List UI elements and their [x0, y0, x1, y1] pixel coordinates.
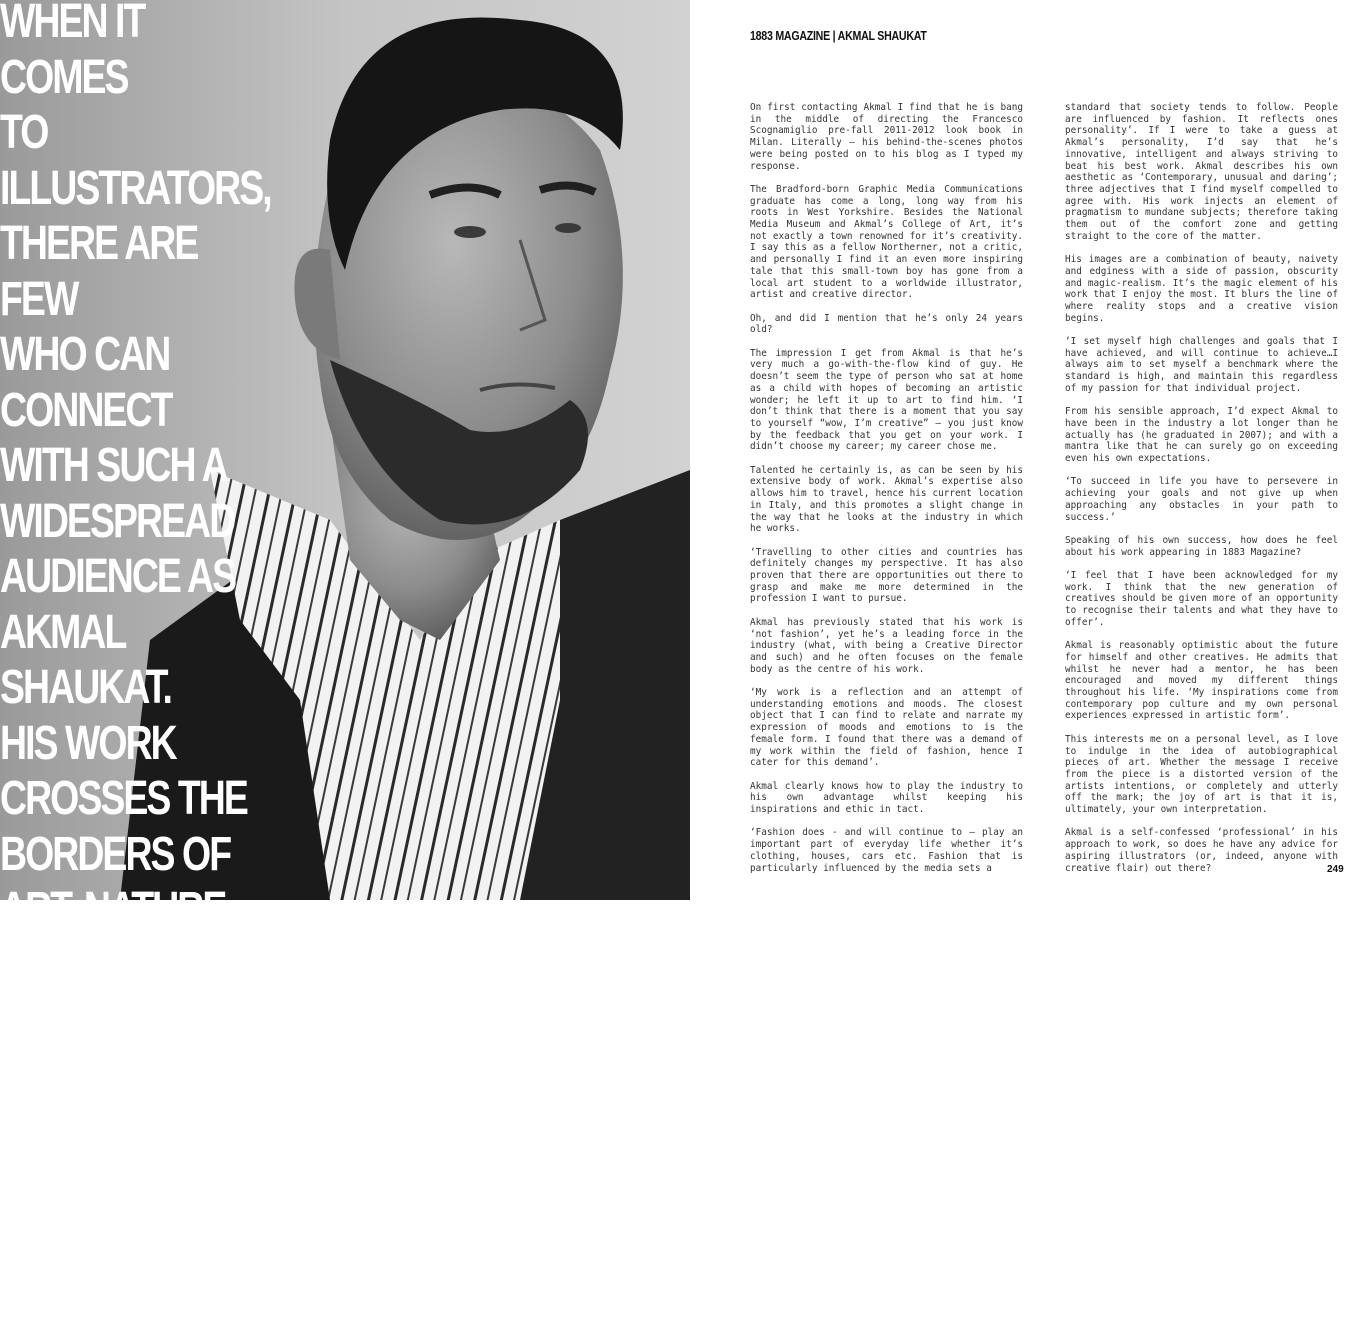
paragraph: His images are a combination of beauty, naivety and edginess with a side of passion, obscurity and magic-realism. It’s the magic element of his work that I enjoy the most. It blurs the line of where reality stops and a creative vision begins. — [1065, 254, 1338, 324]
running-head: 1883 MAGAZINE | AKMAL SHAUKAT — [750, 29, 927, 43]
paragraph: Talented he certainly is, as can be seen by his extensive body of work. Akmal’s expertise also allows him to travel, hence his current location in Italy, and this promotes a slight change in the way that he looks at the industry in which he works. — [750, 464, 1023, 535]
paragraph: Akmal is reasonably optimistic about the future for himself and other creatives. He admits that whilst he never had a mentor, he has been encouraged and moved my different things throughout his life. ‘My inspirations come from contemporary pop culture and my own personal experiences expressed in artistic form’. — [1065, 640, 1338, 722]
paragraph: Speaking of his own success, how does he feel about his work appearing in 1883 Magazine? — [1065, 534, 1338, 558]
article-column-right — [1065, 102, 1338, 886]
paragraph: ‘To succeed in life you have to persevere in achieving your goals and not give up when approaching any obstacles in your path to success.’ — [1065, 476, 1338, 523]
paragraph: ‘Fashion does - and will continue to — play an important part of everyday life whether it’s clothing, houses, cars etc. Fashion that is particularly influenced by the media sets a — [750, 827, 1023, 874]
paragraph: Akmal clearly knows how to play the industry to his own advantage whilst keeping his inspirations and ethic in tact. — [750, 780, 1023, 816]
paragraph: The Bradford-born Graphic Media Communications graduate has come a long, long way from his roots in West Yorkshire. Besides the National Media Museum and Akmal’s College of Art, it’s not exactly a town renowned for it’s creativity. I say this as a fellow Northerner, not a critic, and personally I find it an even more inspiring tale that this small-town boy has gone from a local art student to a worldwide illustrator, artist and creative director. — [750, 183, 1023, 301]
paragraph: Akmal has previously stated that his work is ‘not fashion’, yet he’s a leading force in the industry (what, with being a Creative Director and such) and he often focuses on the female body as the centre of his work. — [750, 616, 1023, 675]
paragraph: The impression I get from Akmal is that he’s very much a go-with-the-flow kind of guy. He doesn’t seem the type of person who sat at home as a child with hopes of becoming an artistic wonder; he left it up to art to find him. ‘I don’t think that there is a moment that you say to yourself “wow, I’m creative” — you just know by the feedback that you get on your work. I didn’t choose my career; my career chose me. — [750, 347, 1023, 453]
paragraph: ‘I feel that I have been acknowledged for my work. I think that the new generation of creatives should be given more of an opportunity to recognise their talents and what they have to offer’. — [1065, 570, 1338, 628]
text-page — [690, 0, 1347, 900]
paragraph: Akmal is a self-confessed ‘professional’ in his approach to work, so does he have any advice for aspiring illustrators (or, indeed, anyone with creative flair) out there? — [1065, 827, 1338, 874]
paragraph: ‘Travelling to other cities and countries has definitely changes my perspective. It has also proven that there are opportunities out there to grasp and make me more determined in the profession I want to pursue. — [750, 546, 1023, 605]
paragraph: ‘My work is a reflection and an attempt of understanding emotions and moods. The closest object that I can find to relate and narrate my expression of moods and emotions to is the female form. I found that there was a demand of my work within the field of fashion, hence I cater for this demand’. — [750, 687, 1023, 769]
headline: WHEN IT COMES TO ILLUSTRATORS, THERE ARE FEW WHO CAN CONNECT WITH SUCH A WIDESPREAD AUDIENCE AS AKMAL SHAUKAT. HIS WORK CROSSES THE BORDERS OF ART, NATURE AND FASHION WITH SEDUCTIVE UNDERTONES AND A STREET-EDGE. — [0, 0, 271, 1325]
paragraph: From his sensible approach, I’d expect Akmal to have been in the industry a lot longer than he actually has (he graduated in 2007); and with a mantra like that he can surely go on exceeding even his own expectations. — [1065, 406, 1338, 465]
paragraph: This interests me on a personal level, as I love to indulge in the idea of autobiographical pieces of art. Whether the message I receive from the piece is a distorted version of the artists intentions, or completely and utterly off the mark; the joy of art is that it is, ultimately, your own interpretation. — [1065, 733, 1338, 816]
article-column-left — [750, 102, 1023, 886]
paragraph: Oh, and did I mention that he’s only 24 years old? — [750, 312, 1023, 336]
paragraph: standard that society tends to follow. People are influenced by fashion. It reflects ones personality’. If I were to take a guess at Akmal’s personality, I’d say that he’s innovative, intelligent and always striving to beat his best work. Akmal describes his own aesthetic as ‘Contemporary, unusual and daring’; three adjectives that I find myself compelled to agree with. His work injects an element of pragmatism to mundane subjects; therefore taking them out of the comfort zone and getting straight to the core of the matter. — [1065, 102, 1338, 242]
paragraph: On first contacting Akmal I find that he is bang in the middle of directing the Francesco Scognamiglio pre-fall 2011-2012 look book in Milan. Literally — his behind-the-scenes photos were being posted on to his blog as I typed my response. — [750, 102, 1023, 172]
paragraph: ‘I set myself high challenges and goals that I have achieved, and will continue to achieve…I always aim to set myself a benchmark where the standard is high, and maintain this regardless of my passion for that individual project. — [1065, 336, 1338, 394]
page-number: 249 — [1327, 864, 1344, 875]
